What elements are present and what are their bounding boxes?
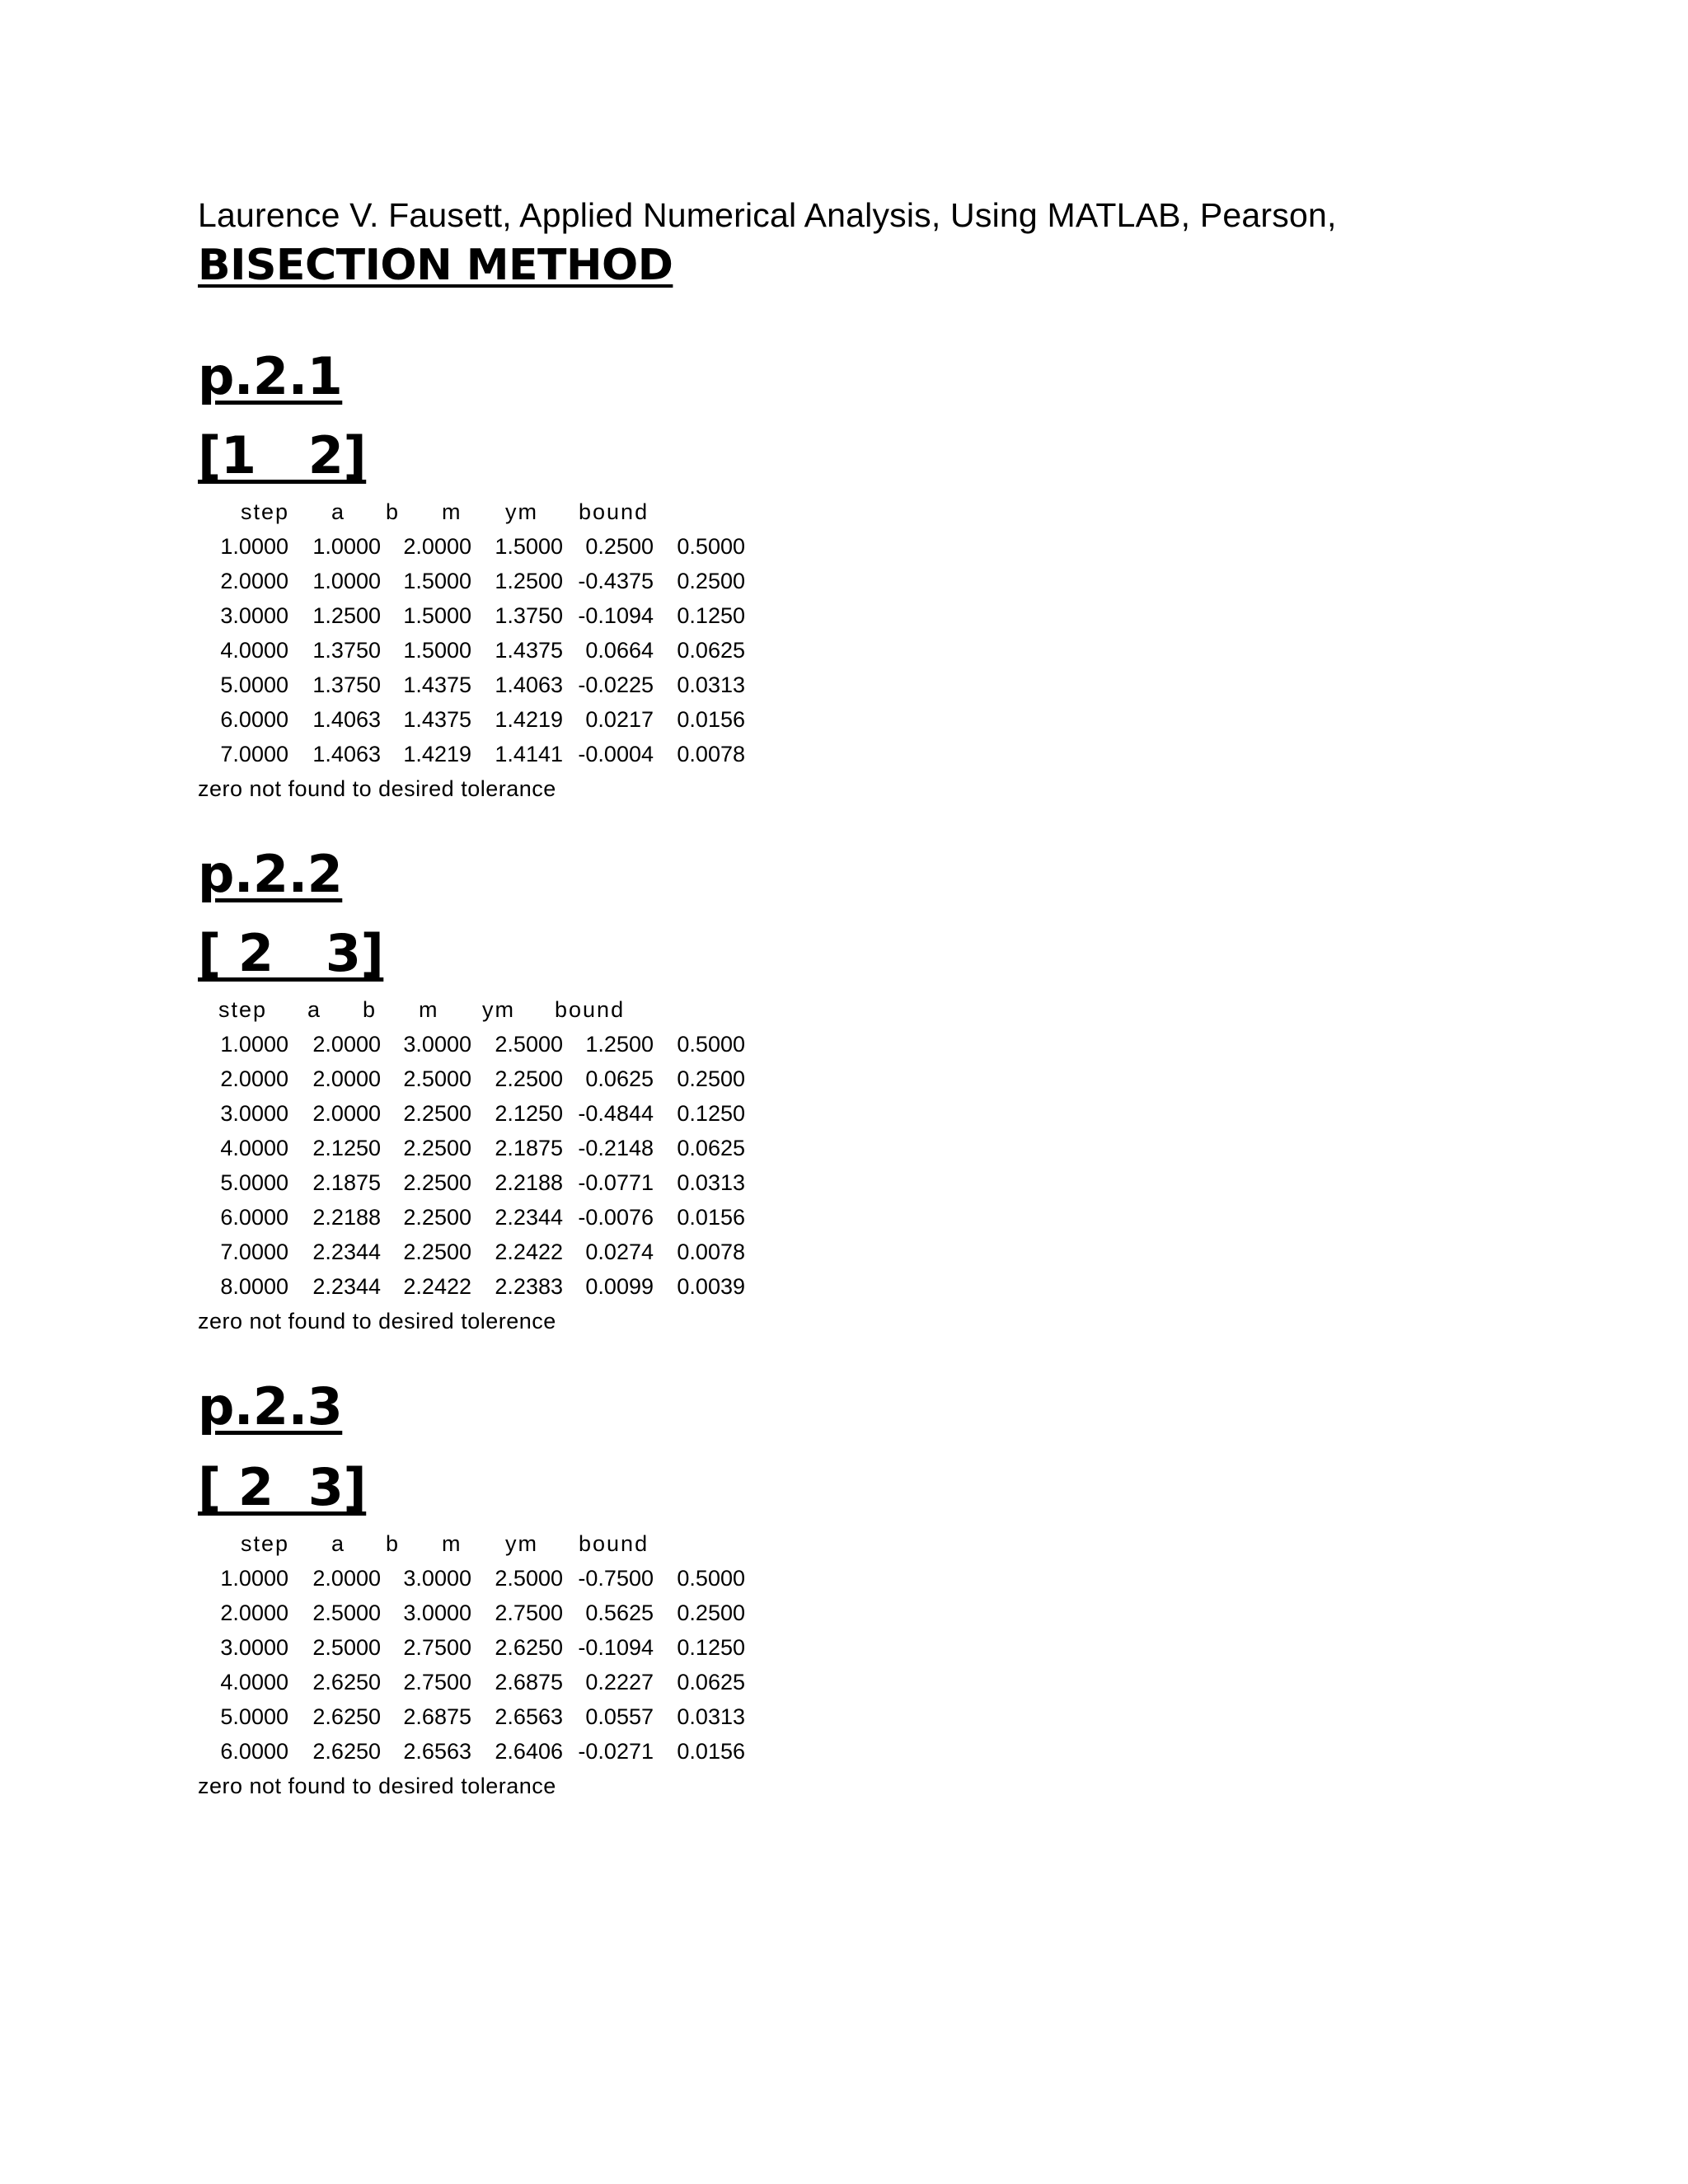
table-cell: -0.7500: [578, 1566, 654, 1591]
table-cell: 2.2500: [403, 1240, 471, 1264]
table-cell: 2.2500: [403, 1136, 471, 1160]
table-cell: 0.0156: [677, 1205, 745, 1230]
table-row: [198, 1066, 745, 1101]
table-cell: 2.5000: [312, 1601, 381, 1625]
interval-heading: [ 2 3]: [198, 923, 384, 983]
table-cell: 0.0217: [585, 707, 654, 732]
table-cell: 4.0000: [220, 638, 288, 663]
table-cell: 2.7500: [403, 1670, 471, 1694]
table-cell: 2.6563: [495, 1704, 563, 1729]
table-cell: -0.4844: [578, 1101, 654, 1126]
header-m: m: [442, 1531, 462, 1556]
table-cell: 3.0000: [220, 1101, 288, 1126]
result-note: zero not found to desired tolerance: [198, 1774, 556, 1798]
table-cell: -0.2148: [578, 1136, 654, 1160]
table-row: [198, 707, 745, 742]
header-ym: ym: [505, 499, 538, 524]
header-a: a: [331, 499, 346, 524]
table-row: [198, 1136, 745, 1170]
table-cell: 8.0000: [220, 1274, 288, 1299]
table-cell: 2.0000: [312, 1566, 381, 1591]
interval-heading: [1 2]: [198, 425, 367, 485]
table-cell: 2.2188: [312, 1205, 381, 1230]
table-cell: 6.0000: [220, 707, 288, 732]
table-cell: 2.2188: [495, 1170, 563, 1195]
header-step: step: [241, 1531, 290, 1556]
table-cell: 2.5000: [312, 1635, 381, 1660]
header-m: m: [419, 997, 439, 1022]
table-header-row: [198, 1531, 649, 1566]
table-cell: 1.5000: [403, 638, 471, 663]
table-row: [198, 1274, 745, 1309]
table-cell: 2.5000: [403, 1066, 471, 1091]
table-row: [198, 673, 745, 707]
table-row: [198, 1635, 745, 1670]
table-cell: 2.2344: [312, 1274, 381, 1299]
table-cell: 0.0557: [585, 1704, 654, 1729]
table-cell: 3.0000: [403, 1032, 471, 1057]
table-row: [198, 534, 745, 569]
table-cell: 2.2383: [495, 1274, 563, 1299]
table-cell: 0.0156: [677, 1739, 745, 1764]
table-row: [198, 638, 745, 673]
table-cell: 1.4063: [495, 673, 563, 697]
table-cell: 2.1250: [312, 1136, 381, 1160]
header-step: step: [218, 997, 268, 1022]
result-note: zero not found to desired tolerance: [198, 776, 556, 801]
table-cell: 0.0313: [677, 673, 745, 697]
header-bound: bound: [579, 499, 649, 524]
table-cell: 0.0625: [677, 1136, 745, 1160]
table-header-row: [198, 997, 626, 1032]
table-cell: 2.2500: [403, 1101, 471, 1126]
table-cell: 0.0078: [677, 1240, 745, 1264]
table-cell: 7.0000: [220, 1240, 288, 1264]
table-cell: 0.2227: [585, 1670, 654, 1694]
table-cell: 0.0039: [677, 1274, 745, 1299]
table-cell: 3.0000: [403, 1566, 471, 1591]
table-row: [198, 742, 745, 776]
header-step: step: [241, 499, 290, 524]
table-cell: 1.0000: [220, 1566, 288, 1591]
header-b: b: [386, 1531, 401, 1556]
table-cell: 4.0000: [220, 1670, 288, 1694]
table-cell: 1.2500: [495, 569, 563, 593]
table-cell: 1.5000: [403, 569, 471, 593]
table-cell: 0.2500: [677, 569, 745, 593]
table-cell: 1.0000: [312, 534, 381, 559]
table-cell: 1.3750: [312, 638, 381, 663]
table-cell: 2.1875: [312, 1170, 381, 1195]
table-cell: 0.2500: [585, 534, 654, 559]
table-cell: 1.4375: [495, 638, 563, 663]
table-cell: -0.0225: [578, 673, 654, 697]
table-cell: 0.0156: [677, 707, 745, 732]
problem-heading: p.2.3: [198, 1376, 343, 1436]
table-rows: [198, 1032, 745, 1309]
table-cell: -0.0271: [578, 1739, 654, 1764]
table-cell: 2.5000: [495, 1566, 563, 1591]
table-cell: 7.0000: [220, 742, 288, 766]
table-cell: 0.1250: [677, 1635, 745, 1660]
table-cell: 2.0000: [403, 534, 471, 559]
table-cell: 2.1250: [495, 1101, 563, 1126]
table-cell: 2.2500: [403, 1205, 471, 1230]
table-cell: 1.0000: [220, 1032, 288, 1057]
table-cell: 0.0625: [677, 638, 745, 663]
table-cell: 0.0099: [585, 1274, 654, 1299]
table-cell: 1.4141: [495, 742, 563, 766]
iteration-table: [198, 997, 745, 1343]
table-cell: 0.0625: [585, 1066, 654, 1091]
table-row: [198, 1601, 745, 1635]
table-cell: 2.2422: [495, 1240, 563, 1264]
table-cell: 1.2500: [585, 1032, 654, 1057]
header-ym: ym: [482, 997, 515, 1022]
table-cell: 4.0000: [220, 1136, 288, 1160]
table-cell: 2.6250: [312, 1739, 381, 1764]
table-cell: 2.6875: [403, 1704, 471, 1729]
table-cell: 2.0000: [220, 569, 288, 593]
citation-line: Laurence V. Fausett, Applied Numerical Analysis, Using MATLAB, Pearson,: [198, 196, 1337, 234]
table-cell: 2.6250: [495, 1635, 563, 1660]
table-cell: 1.4063: [312, 742, 381, 766]
table-row: [198, 1566, 745, 1601]
table-cell: 2.0000: [220, 1601, 288, 1625]
table-cell: 0.0625: [677, 1670, 745, 1694]
table-cell: 2.1875: [495, 1136, 563, 1160]
table-cell: 6.0000: [220, 1739, 288, 1764]
header-a: a: [331, 1531, 346, 1556]
table-row: [198, 1101, 745, 1136]
interval-heading: [ 2 3]: [198, 1457, 367, 1517]
table-cell: 2.7500: [403, 1635, 471, 1660]
header-a: a: [307, 997, 322, 1022]
iteration-table: [198, 499, 745, 811]
table-row: [198, 1240, 745, 1274]
table-cell: 3.0000: [220, 603, 288, 628]
table-row: [198, 1704, 745, 1739]
table-row: [198, 1670, 745, 1704]
table-cell: 2.0000: [312, 1101, 381, 1126]
table-cell: 0.2500: [677, 1601, 745, 1625]
table-row: [198, 1170, 745, 1205]
header-bound: bound: [579, 1531, 649, 1556]
table-cell: 0.0274: [585, 1240, 654, 1264]
table-cell: -0.4375: [578, 569, 654, 593]
result-note: zero not found to desired tolerence: [198, 1309, 556, 1333]
table-cell: 0.1250: [677, 1101, 745, 1126]
table-cell: 1.0000: [220, 534, 288, 559]
table-cell: 2.2422: [403, 1274, 471, 1299]
document-title: BISECTION METHOD: [198, 241, 673, 290]
table-cell: 0.5625: [585, 1601, 654, 1625]
table-cell: 1.0000: [312, 569, 381, 593]
table-cell: 2.2344: [312, 1240, 381, 1264]
problem-heading: p.2.2: [198, 844, 343, 904]
table-cell: -0.1094: [578, 1635, 654, 1660]
table-cell: 2.6406: [495, 1739, 563, 1764]
header-m: m: [442, 499, 462, 524]
iteration-table: [198, 1531, 745, 1808]
table-header-row: [198, 499, 649, 534]
table-cell: 0.0313: [677, 1170, 745, 1195]
table-cell: 2.5000: [495, 1032, 563, 1057]
header-b: b: [386, 499, 401, 524]
header-bound: bound: [555, 997, 626, 1022]
table-cell: 1.4219: [403, 742, 471, 766]
table-cell: 0.5000: [677, 534, 745, 559]
table-cell: -0.1094: [578, 603, 654, 628]
table-cell: 0.0313: [677, 1704, 745, 1729]
table-cell: 2.0000: [312, 1066, 381, 1091]
table-cell: -0.0076: [578, 1205, 654, 1230]
table-cell: 1.3750: [495, 603, 563, 628]
table-cell: 0.5000: [677, 1566, 745, 1591]
table-cell: 3.0000: [403, 1601, 471, 1625]
table-cell: 1.2500: [312, 603, 381, 628]
table-cell: 1.4375: [403, 707, 471, 732]
table-rows: [198, 534, 745, 776]
table-cell: 0.2500: [677, 1066, 745, 1091]
table-cell: 1.4375: [403, 673, 471, 697]
table-row: [198, 1032, 745, 1066]
table-cell: 2.0000: [312, 1032, 381, 1057]
table-cell: -0.0004: [578, 742, 654, 766]
table-cell: 1.4219: [495, 707, 563, 732]
table-cell: 3.0000: [220, 1635, 288, 1660]
table-cell: 1.5000: [403, 603, 471, 628]
header-b: b: [363, 997, 377, 1022]
table-cell: 5.0000: [220, 1704, 288, 1729]
table-cell: 2.2500: [403, 1170, 471, 1195]
table-cell: 0.0078: [677, 742, 745, 766]
table-cell: 0.1250: [677, 603, 745, 628]
table-cell: 2.7500: [495, 1601, 563, 1625]
table-row: [198, 1739, 745, 1774]
table-cell: 2.6250: [312, 1704, 381, 1729]
table-cell: 0.0664: [585, 638, 654, 663]
table-cell: 5.0000: [220, 1170, 288, 1195]
table-cell: 0.5000: [677, 1032, 745, 1057]
table-cell: -0.0771: [578, 1170, 654, 1195]
problem-heading: p.2.1: [198, 346, 343, 406]
table-row: [198, 603, 745, 638]
table-rows: [198, 1566, 745, 1774]
table-cell: 6.0000: [220, 1205, 288, 1230]
table-cell: 2.2500: [495, 1066, 563, 1091]
table-cell: 2.6563: [403, 1739, 471, 1764]
table-cell: 1.5000: [495, 534, 563, 559]
header-ym: ym: [505, 1531, 538, 1556]
table-cell: 2.2344: [495, 1205, 563, 1230]
table-row: [198, 1205, 745, 1240]
table-row: [198, 569, 745, 603]
table-cell: 2.6250: [312, 1670, 381, 1694]
table-cell: 2.0000: [220, 1066, 288, 1091]
table-cell: 1.4063: [312, 707, 381, 732]
table-cell: 1.3750: [312, 673, 381, 697]
table-cell: 2.6875: [495, 1670, 563, 1694]
table-cell: 5.0000: [220, 673, 288, 697]
